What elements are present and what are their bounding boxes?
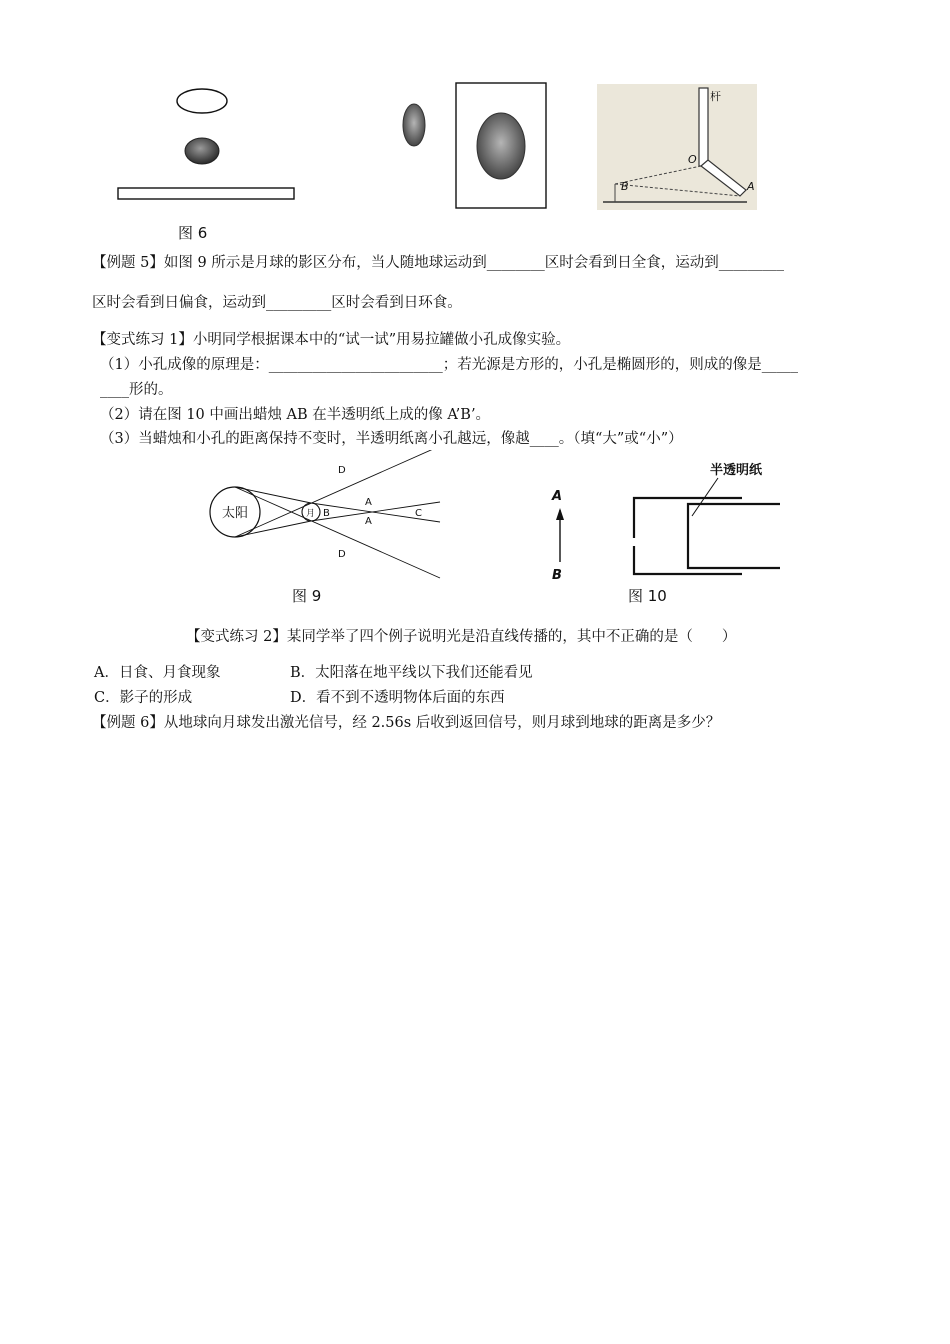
variant-1-q1-line-b: ____形的。	[100, 382, 173, 398]
figure-9-eclipse-diagram	[205, 450, 445, 585]
option-a: A．日食、月食现象	[94, 665, 221, 681]
sun-label: 太阳	[222, 506, 249, 521]
point-b-label: B	[621, 180, 629, 193]
moon-label: 月	[306, 509, 316, 519]
point-o-label: O	[688, 153, 697, 166]
rod-label: 杆	[710, 90, 721, 103]
option-c: C．影子的形成	[94, 690, 193, 706]
point-a-label: A	[747, 180, 755, 193]
shadow-on-screen	[477, 113, 525, 179]
figure-10-pinhole-diagram	[540, 458, 790, 583]
variant-2-title: 【变式练习 2】某同学举了四个例子说明光是沿直线传播的，其中不正确的是（ ）	[186, 629, 737, 645]
example-6-text: 【例题 6】从地球向月球发出激光信号，经 2.56s 后收到返回信号，则月球到地球的距离是多少？	[92, 715, 721, 731]
zone-b: B	[323, 508, 330, 519]
option-b: B．太阳落在地平线以下我们还能看见	[290, 665, 533, 681]
figure-ball-and-shadow	[395, 80, 555, 212]
candle-arrow	[556, 508, 564, 520]
variant-1-q1-line-a: （1）小孔成像的原理是：________________________；若光源是方形的，小孔是椭圆形的，则成的像是_____	[100, 357, 798, 373]
opaque-ball	[185, 138, 219, 164]
zone-d-bottom: D	[338, 549, 346, 560]
example-5-line-1: 【例题 5】如图 9 所示是月球的影区分布，当人随地球运动到________区时会看到日全食，运动到_________	[92, 255, 785, 271]
light-source-ellipse	[177, 89, 227, 113]
figure-6-caption: 图 6	[178, 224, 208, 242]
option-d: D．看不到不透明物体后面的东西	[290, 690, 505, 706]
figure-rod-photo	[597, 84, 757, 210]
figure-6-shadow-diagram	[110, 80, 310, 210]
zone-a-bottom: A	[365, 516, 372, 527]
candle-label-b: B	[552, 568, 562, 583]
figure-9-caption: 图 9	[292, 587, 322, 605]
variant-1-title: 【变式练习 1】小明同学根据课本中的“试一试”用易拉罐做小孔成像实验。	[92, 332, 571, 348]
example-5-line-2: 区时会看到日偏食，运动到_________区时会看到日环食。	[92, 295, 462, 311]
zone-c: C	[415, 508, 422, 519]
zone-d-top: D	[338, 465, 346, 476]
variant-1-q2: （2）请在图 10 中画出蜡烛 AB 在半透明纸上成的像 A’B’。	[100, 407, 491, 423]
can-inner-paper	[688, 504, 780, 568]
zone-a-top: A	[365, 497, 372, 508]
rod-diagram	[597, 84, 757, 210]
screen-bar	[118, 188, 294, 199]
paper-label: 半透明纸	[710, 463, 763, 478]
candle-label-a: A	[552, 489, 563, 504]
figure-10-caption: 图 10	[628, 587, 667, 605]
vertical-rod	[699, 88, 708, 166]
small-ball	[403, 104, 425, 146]
variant-1-q3: （3）当蜡烛和小孔的距离保持不变时，半透明纸离小孔越远，像越____。（填“大”或“小”）	[100, 431, 683, 447]
